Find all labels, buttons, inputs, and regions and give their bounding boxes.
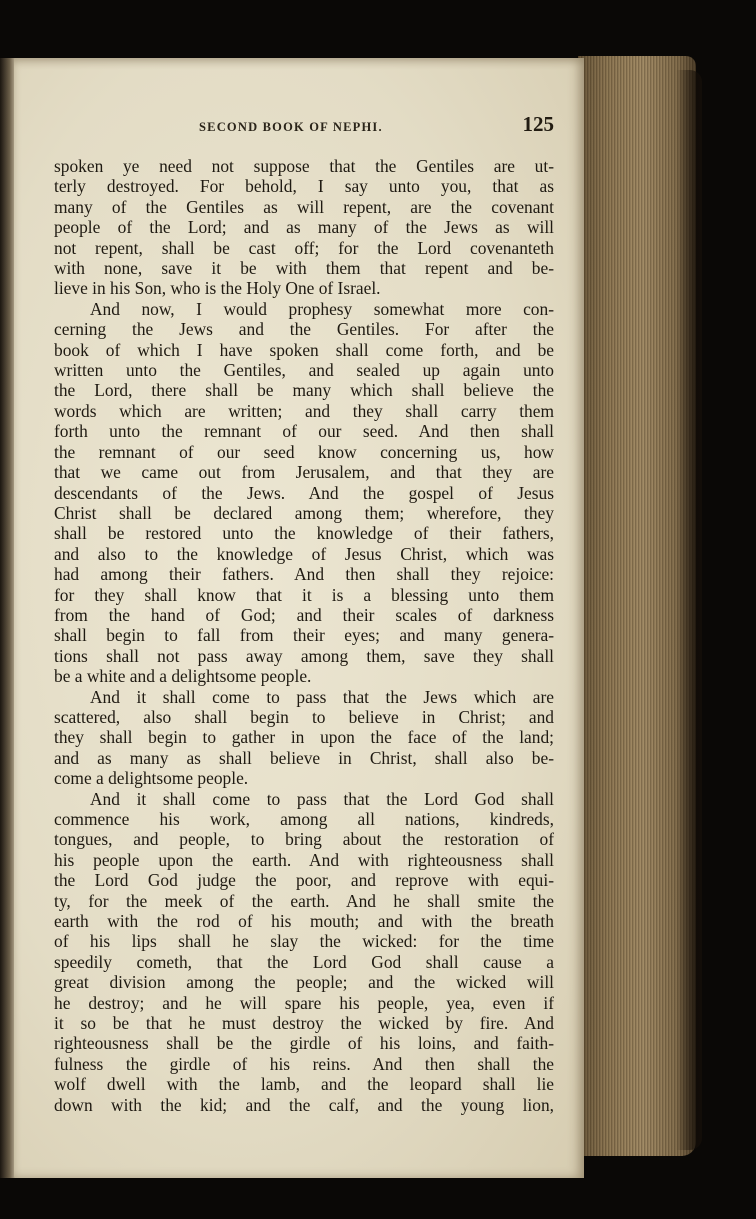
text-line: Christ shall be declared among them; wherefore, they [54,502,554,523]
page-number: 125 [522,112,554,136]
text-line: he destroy; and he will spare his people, yea, even if [54,992,554,1013]
text-line: the Lord God judge the poor, and reprove with equi- [54,870,554,891]
text-line: tions shall not pass away among them, save they shall [54,645,554,666]
text-line: And it shall come to pass that the Lord God shall [90,788,554,809]
book-page [14,58,584,1178]
text-line: written unto the Gentiles, and sealed up again unto [54,360,554,381]
text-line: that we came out from Jerusalem, and that they are [54,462,554,483]
text-line: spoken ye need not suppose that the Gentiles are ut- [54,156,554,176]
text-line: be a white and a delightsome people. [54,666,312,687]
body-text [54,156,554,1115]
text-line: people of the Lord; and as many of the Jews as will [54,217,554,238]
text-line: shall begin to fall from their eyes; and many genera- [54,625,554,646]
text-line: come a delightsome people. [54,768,249,789]
text-line: of his lips shall he slay the wicked: for the time [54,931,554,952]
text-line: earth with the rod of his mouth; and with the breath [54,911,554,932]
text-line: the remnant of our seed know concerning us, how [54,441,554,462]
text-line: the Lord, there shall be many which shall believe the [54,380,554,401]
text-line: and as many as shall believe in Christ, shall also be- [54,747,554,768]
text-line: scattered, also shall begin to believe in Christ; and [54,706,554,727]
text-line: not repent, shall be cast off; for the Lord covenanteth [54,237,554,258]
text-line: down with the kid; and the calf, and the young lion, [54,1094,554,1115]
text-line: book of which I have spoken shall come forth, and be [54,339,554,360]
text-line: shall be restored unto the knowledge of their fathers, [54,523,554,544]
text-line: lieve in his Son, who is the Holy One of Israel. [54,278,381,299]
text-line: tongues, and people, to bring about the restoration of [54,829,554,850]
running-title: SECOND BOOK OF NEPHI. [199,120,383,134]
running-head [54,112,554,139]
text-line: commence his work, among all nations, kindreds, [54,809,554,829]
text-line: and also to the knowledge of Jesus Christ, which was [54,543,554,564]
text-line: And now, I would prophesy somewhat more con- [90,298,554,319]
text-line: cerning the Jews and the Gentiles. For after the [54,319,554,340]
text-line: wolf dwell with the lamb, and the leopard shall lie [54,1074,554,1095]
text-line: descendants of the Jews. And the gospel of Jesus [54,482,554,503]
text-line: his people upon the earth. And with righteousness shall [54,849,554,870]
book-edge-shadow [676,70,702,1150]
text-line: they shall begin to gather in upon the face of the land; [54,727,554,748]
text-line: forth unto the remnant of our seed. And then shall [54,421,554,442]
text-line: great division among the people; and the wicked will [54,972,554,993]
text-line: from the hand of God; and their scales of darkness [54,604,554,625]
text-line: many of the Gentiles as will repent, are the covenant [54,196,554,217]
text-line: for they shall know that it is a blessing unto them [54,584,554,605]
text-line: And it shall come to pass that the Jews which are [90,686,554,707]
text-line: ty, for the meek of the earth. And he shall smite the [54,890,554,911]
text-line: fulness the girdle of his reins. And then shall the [54,1053,554,1074]
text-line: righteousness shall be the girdle of his loins, and faith- [54,1033,554,1054]
text-line: words which are written; and they shall carry them [54,400,554,421]
text-line: it so be that he must destroy the wicked by fire. And [54,1013,554,1034]
text-line: terly destroyed. For behold, I say unto you, that as [54,176,554,197]
text-line: speedily cometh, that the Lord God shall cause a [54,951,554,972]
text-line: with none, save it be with them that repent and be- [54,258,554,279]
text-line: had among their fathers. And then shall they rejoice: [54,564,554,585]
